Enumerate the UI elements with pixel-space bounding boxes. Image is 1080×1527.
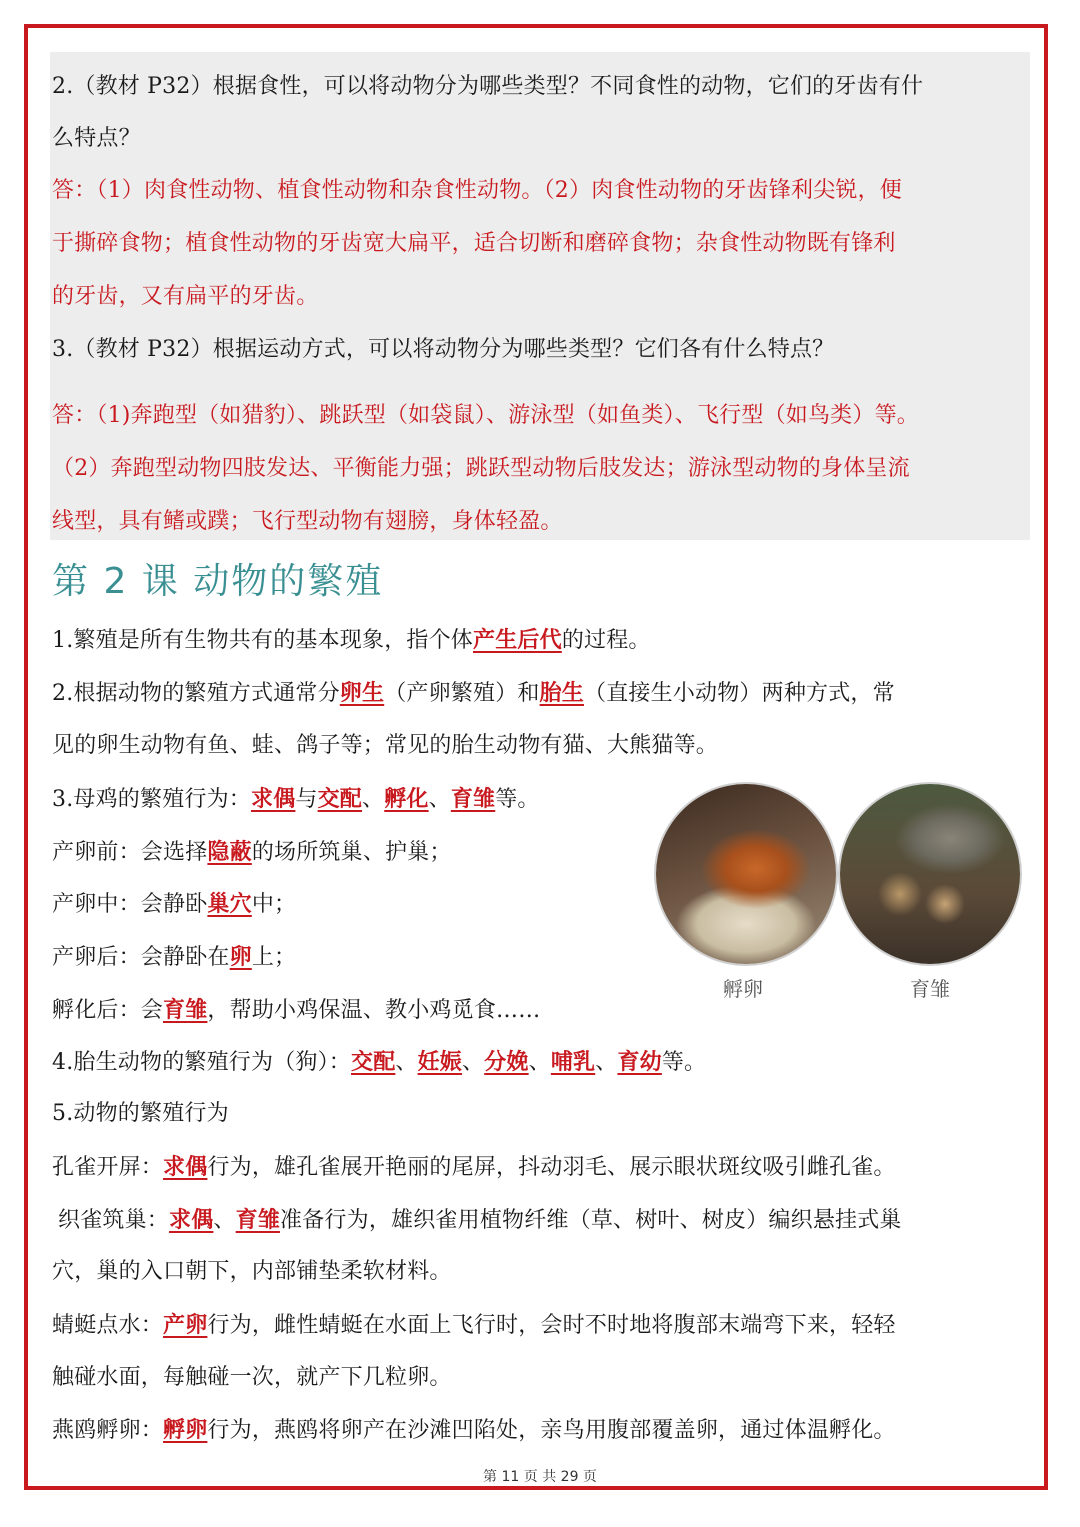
keyword-rearing: 育幼 — [617, 1049, 662, 1075]
answer-2-line-3: 的牙齿，又有扁平的牙齿。 — [52, 284, 319, 309]
weaver-line-1 — [58, 1206, 1038, 1235]
before-laying-text: 产卵前：会选择 — [52, 840, 208, 865]
keyword-egg: 卵 — [229, 944, 252, 970]
after-hatching-text: 孵化后：会 — [52, 998, 164, 1023]
dragonfly-line-2: 触碰水面，每触碰一次，就产下几粒卵。 — [52, 1365, 452, 1390]
answer-2-line-1: 答：（1）肉食性动物、植食性动物和杂食性动物。（2）肉食性动物的牙齿锋利尖锐，便 — [52, 178, 902, 203]
paragraph-1 — [52, 626, 1032, 655]
before-laying-tail: 的场所筑巢、护巢； — [251, 840, 452, 865]
paragraph-2-line-2: 见的卵生动物有鱼、蛙、鸽子等；常见的胎生动物有猫、大熊猫等。 — [52, 733, 719, 758]
after-hatching — [52, 996, 1032, 1025]
paragraph-3-tail: 等。 — [495, 787, 540, 812]
keyword-mating: 交配 — [351, 1049, 396, 1075]
keyword-courtship: 求偶 — [163, 1154, 208, 1180]
keyword-hidden: 隐蔽 — [207, 839, 252, 865]
keyword-nursing: 哺乳 — [550, 1049, 596, 1075]
paragraph-4-text: 4.胎生动物的繁殖行为（狗）： — [52, 1050, 351, 1075]
dragonfly-text: 蜻蜓点水： — [52, 1313, 164, 1338]
keyword-oviparous: 卵生 — [339, 680, 385, 706]
dragonfly-line-1 — [52, 1311, 1032, 1340]
gull-tail: 行为，燕鸥将卵产在沙滩凹陷处，亲鸟用腹部覆盖卵，通过体温孵化。 — [207, 1418, 896, 1443]
keyword-produce-offspring: 产生后代 — [473, 627, 562, 653]
separator: 与 — [295, 787, 318, 812]
paragraph-2-tail: （直接生小动物）两种方式，常 — [584, 681, 895, 706]
separator: 、 — [213, 1208, 236, 1233]
peacock-text: 孔雀开屏： — [52, 1155, 164, 1180]
after-laying-tail: 上； — [251, 945, 297, 970]
keyword-egg-laying: 产卵 — [163, 1312, 208, 1338]
question-2-line-1: 2.（教材 P32）根据食性，可以将动物分为哪些类型？不同食性的动物，它们的牙齿有什 — [52, 74, 924, 99]
keyword-courtship: 求偶 — [251, 786, 296, 812]
peacock-line — [52, 1153, 1032, 1182]
gull-line — [52, 1416, 1032, 1445]
separator: 、 — [362, 787, 385, 812]
paragraph-4-tail: 等。 — [661, 1050, 707, 1075]
keyword-mating: 交配 — [317, 786, 363, 812]
paragraph-3-text: 3.母鸡的繁殖行为： — [52, 787, 251, 812]
separator: 、 — [395, 1050, 418, 1075]
dragonfly-tail: 行为，雌性蜻蜓在水面上飞行时，会时不时地将腹部末端弯下来，轻轻 — [207, 1313, 896, 1338]
paragraph-2-text: 2.根据动物的繁殖方式通常分 — [52, 681, 340, 706]
lesson-title: 第 2 课 动物的繁殖 — [52, 561, 384, 602]
paragraph-1-text: 1.繁殖是所有生物共有的基本现象，指个体 — [52, 628, 473, 653]
keyword-hatching: 孵化 — [384, 786, 429, 812]
paragraph-4 — [52, 1048, 1032, 1077]
weaver-text: 织雀筑巢： — [58, 1208, 170, 1233]
separator: 、 — [428, 787, 451, 812]
keyword-courtship: 求偶 — [169, 1207, 214, 1233]
keyword-brooding: 育雏 — [235, 1207, 281, 1233]
paragraph-1-tail: 的过程。 — [561, 628, 651, 653]
hatch-caption: 孵卵 — [723, 977, 763, 1001]
hen-hatching-photo — [656, 784, 836, 964]
keyword-pregnancy: 妊娠 — [417, 1049, 463, 1075]
keyword-brooding: 育雏 — [163, 997, 208, 1023]
gull-text: 燕鸥孵卵： — [52, 1418, 164, 1443]
during-laying-tail: 中； — [251, 892, 297, 917]
weaver-tail: 准备行为，雄织雀用植物纤维（草、树叶、树皮）编织悬挂式巢 — [280, 1208, 902, 1233]
peacock-tail: 行为，雄孔雀展开艳丽的尾屏，抖动羽毛、展示眼状斑纹吸引雌孔雀。 — [207, 1155, 896, 1180]
separator: 、 — [462, 1050, 485, 1075]
paragraph-5: 5.动物的繁殖行为 — [52, 1101, 229, 1126]
question-3-line-1: 3.（教材 P32）根据运动方式，可以将动物分为哪些类型？它们各有什么特点？ — [52, 337, 835, 362]
separator: 、 — [528, 1050, 551, 1075]
keyword-nest: 巢穴 — [207, 891, 252, 917]
paragraph-2-line-1 — [52, 679, 1032, 708]
question-2-line-2: 么特点？ — [52, 126, 141, 151]
keyword-birth: 分娩 — [484, 1049, 529, 1075]
chick-caption: 育雏 — [910, 977, 950, 1001]
after-laying-text: 产卵后：会静卧在 — [52, 945, 230, 970]
keyword-brooding: 育雏 — [450, 786, 496, 812]
keyword-viviparous: 胎生 — [539, 680, 585, 706]
answer-3-line-2: （2）奔跑型动物四肢发达、平衡能力强；跳跃型动物后肢发达；游泳型动物的身体呈流 — [52, 456, 910, 481]
keyword-incubation: 孵卵 — [163, 1417, 208, 1443]
weaver-line-2: 穴，巢的入口朝下，内部铺垫柔软材料。 — [52, 1259, 452, 1284]
hen-with-chicks-photo — [840, 784, 1020, 964]
answer-2-line-2: 于撕碎食物；植食性动物的牙齿宽大扁平，适合切断和磨碎食物；杂食性动物既有锋利 — [52, 231, 896, 256]
answer-3-line-1: 答：（1)奔跑型（如猎豹）、跳跃型（如袋鼠）、游泳型（如鱼类）、飞行型（如鸟类）等。 — [52, 403, 919, 428]
answer-3-line-3: 线型，具有鳍或蹼；飞行型动物有翅膀，身体轻盈。 — [52, 509, 563, 534]
after-hatching-tail: ，帮助小鸡保温、教小鸡觅食…… — [207, 998, 541, 1023]
separator: 、 — [595, 1050, 618, 1075]
page-footer: 第 11 页 共 29 页 — [483, 1469, 597, 1485]
during-laying-text: 产卵中：会静卧 — [52, 892, 208, 917]
paragraph-2-mid: （产卵繁殖）和 — [384, 681, 540, 706]
